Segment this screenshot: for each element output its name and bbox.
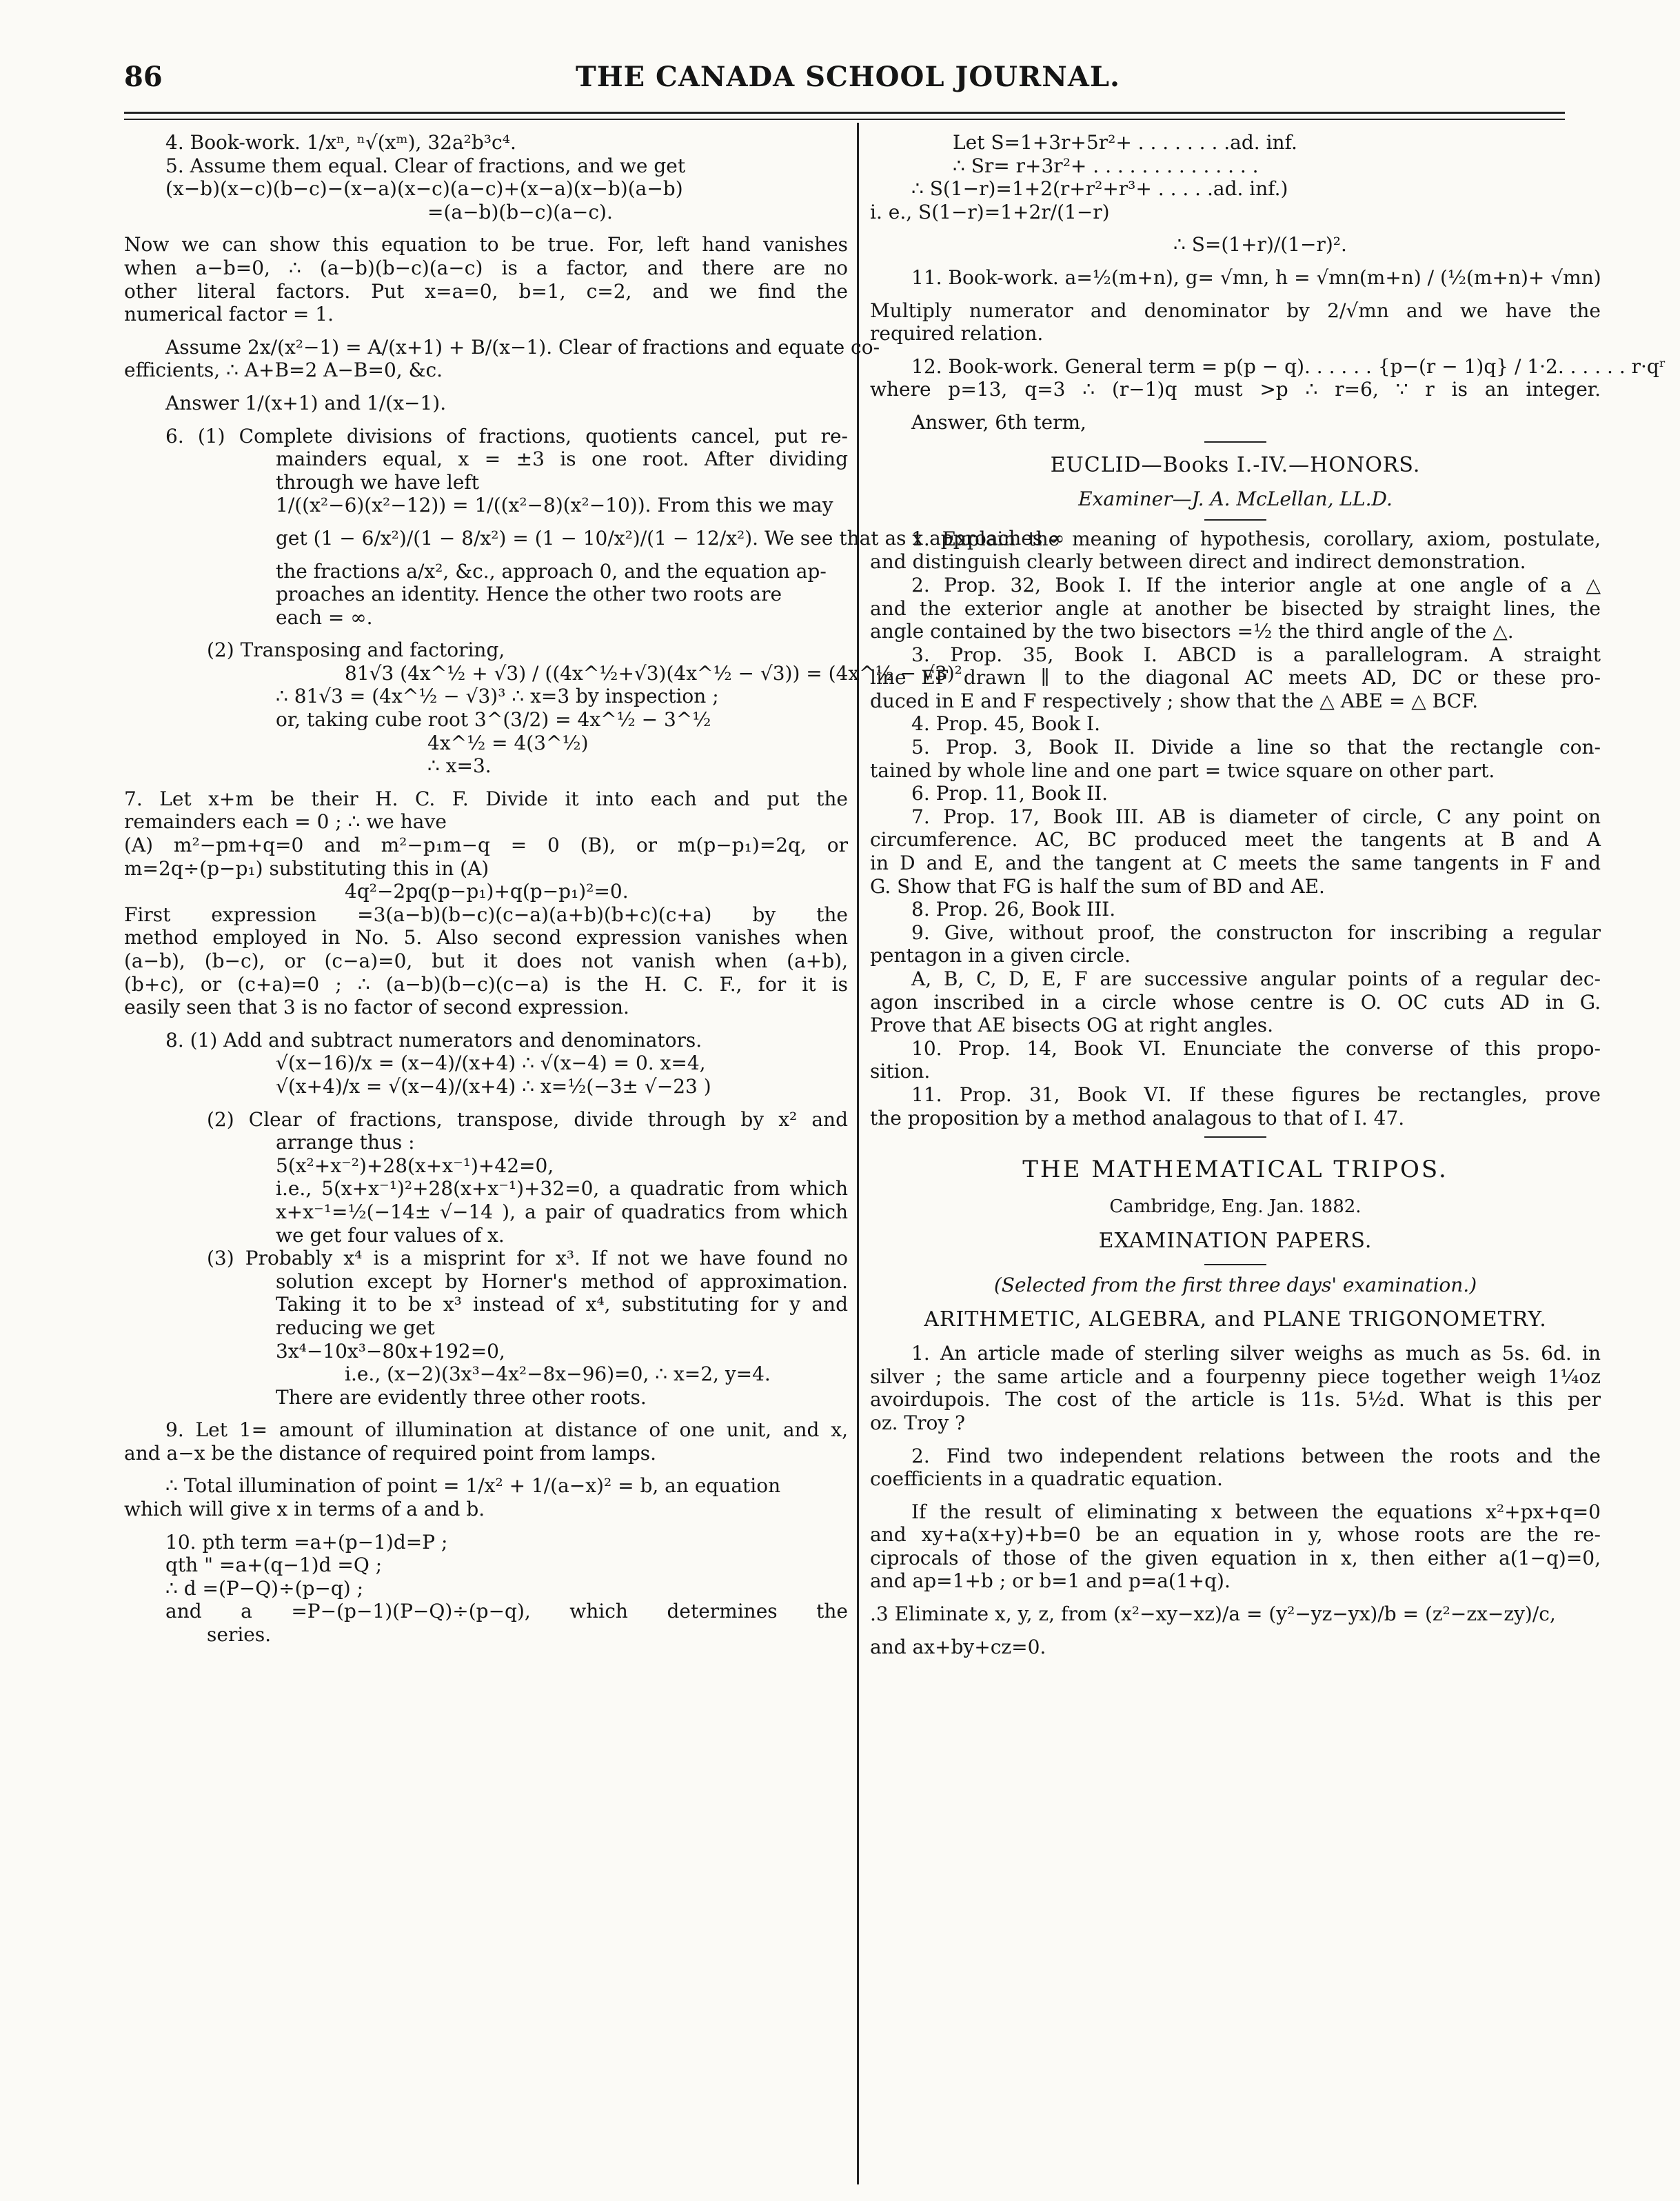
- text-line: (b+c), or (c+a)=0 ; ∴ (a−b)(b−c)(c−a) is the H. C. F., for it is: [124, 972, 848, 996]
- page-number: 86: [124, 61, 163, 93]
- text-line: Answer, 6th term,: [911, 410, 1086, 434]
- line-gap: [124, 415, 848, 425]
- line-gap: [124, 382, 848, 392]
- text-line: other literal factors. Put x=a=0, b=1, c=2, and we find the: [124, 279, 848, 303]
- text-line: and distinguish clearly between direct and indirect demonstration.: [870, 550, 1526, 574]
- text-line: required relation.: [870, 322, 1044, 345]
- text-line: remainders each = 0 ; ∴ we have: [124, 810, 447, 834]
- line-gap: [870, 401, 1601, 411]
- text-line: (A) m²−pm+q=0 and m²−p₁m−q = 0 (B), or m(p−p₁)=2q, or: [124, 834, 848, 857]
- text-line: arrange thus :: [276, 1131, 415, 1154]
- text-line: silver ; the same article and a fourpenny piece together weigh 1¼oz: [870, 1365, 1601, 1388]
- text-line: the fractions a/x², &c., approach 0, and the equation ap-: [276, 559, 827, 583]
- text-line: Prove that AE bisects OG at right angles.: [870, 1014, 1274, 1037]
- text-line: ∴ S(1−r)=1+2(r+r²+r³+ . . . . .ad. inf.): [911, 177, 1288, 201]
- text-line: the proposition by a method analagous to that of I. 47.: [870, 1106, 1405, 1129]
- text-line: A, B, C, D, E, F are successive angular points of a regular dec-: [911, 967, 1601, 990]
- text-line: method employed in No. 5. Also second expression vanishes when: [124, 926, 848, 949]
- tripos-subheading: EXAMINATION PAPERS.: [1098, 1229, 1373, 1254]
- text-line: numerical factor = 1.: [124, 303, 334, 326]
- line-gap: [870, 345, 1601, 355]
- tripos-questions: [870, 1342, 1601, 1658]
- page-header: [124, 61, 1572, 109]
- line-gap: [870, 1626, 1601, 1636]
- text-line: 4x^½ = 4(3^½): [427, 731, 589, 754]
- series-solution-block: [870, 131, 1666, 434]
- section-rule: [1204, 1264, 1266, 1265]
- section-rule: [1204, 441, 1266, 443]
- column-divider: [857, 123, 859, 2184]
- euclid-questions: [870, 527, 1601, 1129]
- text-line: 1. Explain the meaning of hypothesis, corollary, axiom, postulate,: [911, 527, 1601, 550]
- text-line: easily seen that 3 is no factor of second expression.: [124, 996, 629, 1019]
- line-gap: [124, 326, 848, 336]
- text-line: ∴ x=3.: [427, 754, 492, 778]
- text-line: 11. Book-work. a=½(m+n), g= √mn, h = √mn(m+n) / (½(m+n)+ √mn): [911, 265, 1601, 289]
- text-line: Taking it to be x³ instead of x⁴, substituting for y and: [276, 1293, 848, 1316]
- text-line: and a =P−(p−1)(P−Q)÷(p−q), which determines the: [165, 1600, 848, 1623]
- text-line: 6. Prop. 11, Book II.: [911, 782, 1109, 805]
- text-line: 5(x²+x⁻²)+28(x+x⁻¹)+42=0,: [276, 1154, 554, 1177]
- section-rule: [1204, 519, 1266, 521]
- text-line: and ap=1+b ; or b=1 and p=a(1+q).: [870, 1569, 1231, 1593]
- journal-title: THE CANADA SCHOOL JOURNAL.: [576, 61, 1120, 93]
- text-line: 5. Prop. 3, Book II. Divide a line so that the rectangle con-: [911, 736, 1601, 759]
- tripos-section-title: ARITHMETIC, ALGEBRA, and PLANE TRIGONOMETRY.: [924, 1307, 1547, 1331]
- tripos-heading: THE MATHEMATICAL TRIPOS.: [1022, 1156, 1448, 1184]
- line-gap: [124, 629, 848, 639]
- line-gap: [870, 257, 1601, 266]
- text-line: x+x⁻¹=½(−14± √−14 ), a pair of quadratics from which: [276, 1200, 848, 1223]
- line-gap: [124, 517, 848, 527]
- text-line: 8. (1) Add and subtract numerators and denominators.: [165, 1028, 702, 1052]
- text-line: (2) Clear of fractions, transpose, divide through by x² and: [207, 1107, 848, 1131]
- text-line: qth " =a+(q−1)d =Q ;: [165, 1554, 383, 1577]
- text-line: There are evidently three other roots.: [276, 1385, 647, 1409]
- text-line: duced in E and F respectively ; show that the △ ABE = △ BCF.: [870, 689, 1479, 712]
- text-line: (x−b)(x−c)(b−c)−(x−a)(x−c)(a−c)+(x−a)(x−b)(a−b): [165, 177, 683, 201]
- text-line: 4. Book-work. 1/xⁿ, ⁿ√(xᵐ), 32a²b³c⁴.: [165, 131, 516, 154]
- text-line: i.e., (x−2)(3x³−4x²−8x−96)=0, ∴ x=2, y=4.: [345, 1363, 771, 1386]
- right-column: [870, 131, 1666, 1658]
- text-line: 9. Give, without proof, the constructon for inscribing a regular: [911, 921, 1601, 944]
- text-line: 8. Prop. 26, Book III.: [911, 898, 1116, 921]
- line-gap: [124, 1521, 848, 1531]
- text-line: agon inscribed in a circle whose centre is O. OC cuts AD in G.: [870, 990, 1601, 1014]
- text-line: (3) Probably x⁴ is a misprint for x³. If not we have found no: [207, 1247, 848, 1270]
- text-line: 5. Assume them equal. Clear of fractions, and we get: [165, 154, 686, 177]
- text-line: Assume 2x/(x²−1) = A/(x+1) + B/(x−1). Clear of fractions and equate co-: [165, 335, 880, 359]
- text-line: which will give x in terms of a and b.: [124, 1498, 485, 1521]
- line-gap: [870, 1491, 1601, 1500]
- header-rule-thin: [124, 119, 1565, 120]
- line-gap: [124, 223, 848, 233]
- text-line: 7. Prop. 17, Book III. AB is diameter of circle, C any point on: [911, 805, 1601, 828]
- line-gap: [124, 550, 848, 560]
- text-line: oz. Troy ?: [870, 1411, 966, 1434]
- line-gap: [124, 1098, 848, 1108]
- line-gap: [124, 1019, 848, 1029]
- text-line: where p=13, q=3 ∴ (r−1)q must >p ∴ r=6, ∵ r is an integer.: [870, 378, 1601, 401]
- text-line: ciprocals of those of the given equation in x, then either a(1−q)=0,: [870, 1546, 1601, 1569]
- text-line: coefficients in a quadratic equation.: [870, 1467, 1223, 1491]
- text-line: circumference. AC, BC produced meet the tangents at B and A: [870, 828, 1601, 852]
- text-line: √(x−16)/x = (x−4)/(x+4) ∴ √(x−4) = 0. x=4,: [276, 1052, 706, 1075]
- text-line: 7. Let x+m be their H. C. F. Divide it into each and put the: [124, 787, 848, 810]
- euclid-examiner: Examiner—J. A. McLellan, LL.D.: [1078, 488, 1393, 511]
- text-line: (a−b), (b−c), or (c−a)=0, but it does not vanish when (a+b),: [124, 949, 848, 972]
- text-line: First expression =3(a−b)(b−c)(c−a)(a+b)(b+c)(c+a) by the: [124, 903, 848, 926]
- text-line: i. e., S(1−r)=1+2r/(1−r): [870, 200, 1110, 223]
- text-line: and ax+by+cz=0.: [870, 1635, 1046, 1658]
- text-line: efficients, ∴ A+B=2 A−B=0, &c.: [124, 359, 443, 382]
- text-line: ∴ S=(1+r)/(1−r)².: [1173, 233, 1347, 257]
- text-line: through we have left: [276, 470, 480, 494]
- text-line: 10. Prop. 14, Book VI. Enunciate the converse of this propo-: [911, 1036, 1601, 1060]
- text-line: Answer 1/(x+1) and 1/(x−1).: [165, 391, 447, 414]
- text-line: 4q²−2pq(p−p₁)+q(p−p₁)²=0.: [345, 880, 629, 903]
- text-line: and a−x be the distance of required point from lamps.: [124, 1441, 657, 1465]
- text-line: solution except by Horner's method of approximation.: [276, 1269, 848, 1293]
- text-line: =(a−b)(b−c)(a−c).: [427, 200, 613, 223]
- text-line: 10. pth term =a+(p−1)d=P ;: [165, 1530, 448, 1554]
- text-line: √(x+4)/x = √(x−4)/(x+4) ∴ x=½(−3± √−23 ): [276, 1074, 711, 1098]
- text-line: Multiply numerator and denominator by 2/√mn and we have the: [870, 299, 1601, 322]
- text-line: .3 Eliminate x, y, z, from (x²−xy−xz)/a = (y²−yz−yx)/b = (z²−zx−zy)/c,: [870, 1602, 1556, 1626]
- text-line: each = ∞.: [276, 605, 373, 629]
- text-line: tained by whole line and one part = twice square on other part.: [870, 758, 1495, 782]
- line-gap: [124, 1409, 848, 1418]
- text-line: Now we can show this equation to be true. For, left hand vanishes: [124, 233, 848, 257]
- text-line: Let S=1+3r+5r²+ . . . . . . . .ad. inf.: [953, 131, 1297, 154]
- text-line: ∴ Total illumination of point = 1/x² + 1/(a−x)² = b, an equation: [165, 1474, 781, 1498]
- text-line: in D and E, and the tangent at C meets the same tangents in F and: [870, 852, 1601, 875]
- text-line: mainders equal, x = ±3 is one root. After dividing: [276, 448, 848, 471]
- text-line: 1/((x²−6)(x²−12)) = 1/((x²−8)(x²−10)). From this we may: [276, 494, 833, 517]
- header-rule: [124, 112, 1565, 114]
- euclid-heading: EUCLID—Books I.-IV.—HONORS.: [1050, 452, 1421, 477]
- text-line: ∴ 81√3 = (4x^½ − √3)³ ∴ x=3 by inspection ;: [276, 685, 719, 708]
- text-line: angle contained by the two bisectors =½ the third angle of the △.: [870, 620, 1514, 643]
- text-line: 4. Prop. 45, Book I.: [911, 712, 1100, 736]
- text-line: (2) Transposing and factoring,: [207, 639, 505, 662]
- text-line: we get four values of x.: [276, 1223, 505, 1247]
- text-line: when a−b=0, ∴ (a−b)(b−c)(a−c) is a factor, and there are no: [124, 256, 848, 279]
- text-line: line EF drawn ∥ to the diagonal AC meets AD, DC or these pro-: [870, 666, 1601, 690]
- text-line: i.e., 5(x+x⁻¹)²+28(x+x⁻¹)+32=0, a quadratic from which: [276, 1177, 848, 1200]
- text-line: proaches an identity. Hence the other two roots are: [276, 583, 782, 606]
- text-line: 12. Book-work. General term = p(p − q). . . . . . {p−(r − 1)q} / 1·2. . . . . . r·qʳ: [911, 354, 1666, 378]
- line-gap: [870, 223, 1601, 233]
- text-line: reducing we get: [276, 1316, 435, 1339]
- section-rule: [1204, 1136, 1266, 1138]
- line-gap: [870, 290, 1601, 299]
- text-line: ∴ Sr= r+3r²+ . . . . . . . . . . . . . .: [953, 154, 1259, 177]
- text-line: 1. An article made of sterling silver weighs as much as 5s. 6d. in: [911, 1342, 1601, 1365]
- text-line: G. Show that FG is half the sum of BD and AE.: [870, 874, 1325, 898]
- tripos-dateline: Cambridge, Eng. Jan. 1882.: [1109, 1196, 1362, 1217]
- text-line: avoirdupois. The cost of the article is 11s. 5½d. What is this per: [870, 1388, 1601, 1411]
- text-line: or, taking cube root 3^(3/2) = 4x^½ − 3^½: [276, 708, 711, 732]
- text-line: pentagon in a given circle.: [870, 944, 1131, 967]
- text-line: If the result of eliminating x between the equations x²+px+q=0: [911, 1500, 1601, 1523]
- text-line: get (1 − 6/x²)/(1 − 8/x²) = (1 − 10/x²)/(1 − 12/x²). We see that as x approaches ∞: [276, 526, 1065, 550]
- text-line: 2. Prop. 32, Book I. If the interior angle at one angle of a △: [911, 573, 1601, 596]
- text-line: 2. Find two independent relations between the roots and the: [911, 1444, 1601, 1467]
- text-line: 6. (1) Complete divisions of fractions, quotients cancel, put re-: [165, 424, 848, 448]
- line-gap: [870, 1593, 1601, 1602]
- text-line: m=2q÷(p−p₁) substituting this in (A): [124, 856, 489, 880]
- text-line: sition.: [870, 1060, 931, 1083]
- text-line: 3. Prop. 35, Book I. ABCD is a parallelogram. A straight: [911, 643, 1601, 666]
- text-line: 81√3 (4x^½ + √3) / ((4x^½+√3)(4x^½ − √3)) = (4x^½ − √3)²: [345, 661, 962, 685]
- text-line: 3x⁴−10x³−80x+192=0,: [276, 1339, 505, 1363]
- line-gap: [124, 778, 848, 787]
- line-gap: [870, 1435, 1601, 1445]
- text-line: and the exterior angle at another be bisected by straight lines, the: [870, 596, 1601, 620]
- text-line: series.: [207, 1623, 272, 1647]
- text-line: 11. Prop. 31, Book VI. If these figures be rectangles, prove: [911, 1083, 1601, 1106]
- tripos-note: (Selected from the first three days' examination.): [993, 1273, 1477, 1296]
- line-gap: [124, 1465, 848, 1474]
- text-line: ∴ d =(P−Q)÷(p−q) ;: [165, 1576, 364, 1600]
- text-line: 9. Let 1= amount of illumination at distance of one unit, and x,: [165, 1418, 848, 1442]
- text-line: and xy+a(x+y)+b=0 be an equation in y, whose roots are the re-: [870, 1523, 1601, 1547]
